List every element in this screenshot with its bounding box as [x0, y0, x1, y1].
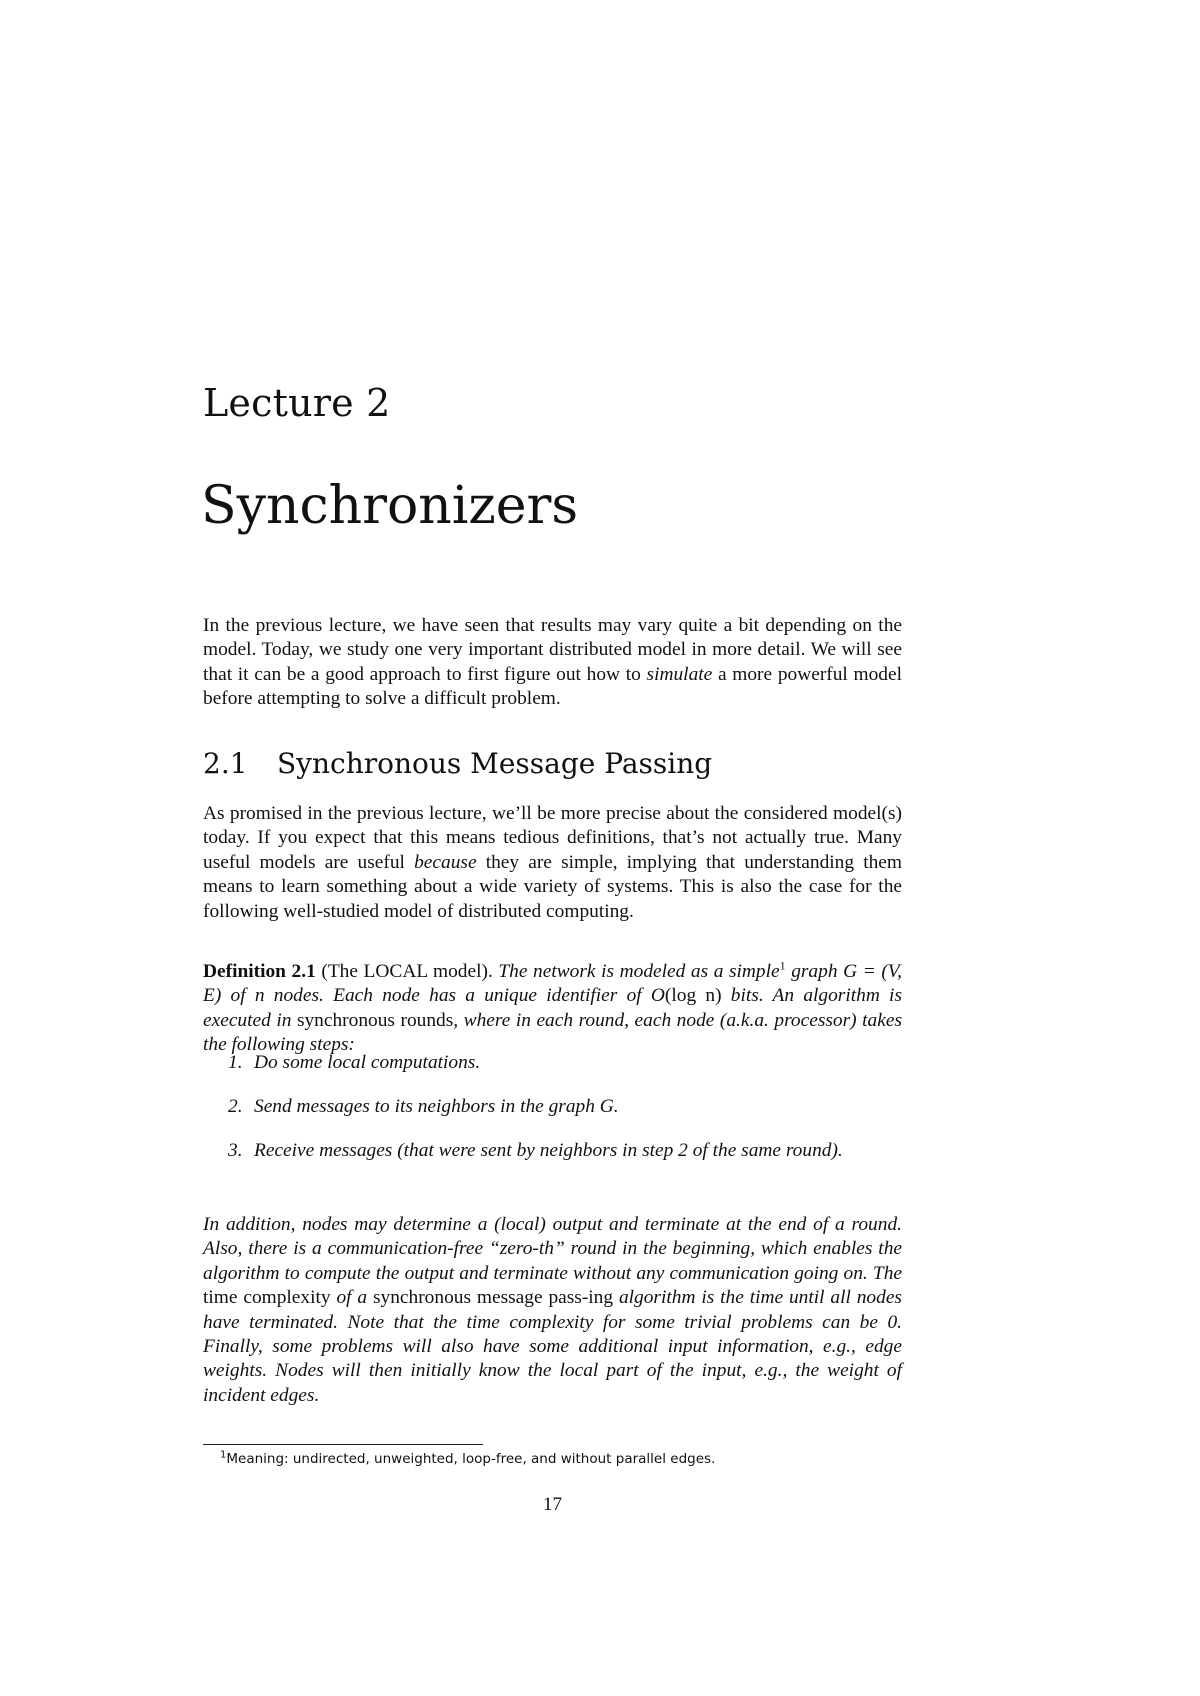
list-item	[228, 1140, 843, 1162]
footnote-mark: 1	[220, 1449, 227, 1461]
list-item	[228, 1052, 480, 1074]
section-text-a: As promised in the previous lecture, we’ll be more precise about the considered model(s) today. If you expect that this means tedious definitions, that’s not actually true. Many useful models are useful	[203, 803, 902, 873]
big-o: O	[650, 985, 665, 1007]
page-number: 17	[543, 1494, 562, 1515]
section-heading	[203, 747, 713, 780]
step-text: Do some local computations.	[254, 1052, 481, 1073]
step-number: 1.	[228, 1052, 243, 1073]
footnote-text: Meaning: undirected, unweighted, loop-free, and without parallel edges.	[226, 1451, 716, 1467]
definition-statement-d: , where in each round, each node (a.k.a. processor) takes the following steps:	[203, 1009, 902, 1056]
footnote-reference[interactable]: 1	[779, 958, 786, 973]
definition-closing	[203, 1213, 902, 1408]
sync-message-passing-term: synchronous message pass-ing	[372, 1287, 614, 1309]
synchronous-rounds-term: synchronous rounds	[296, 1009, 454, 1031]
lecture-label: Lecture 2	[203, 381, 391, 425]
step-text: Receive messages (that were sent by neighbors in step 2 of the same round).	[254, 1140, 843, 1161]
list-item	[228, 1096, 619, 1118]
section-text-b: they are simple, implying that understanding them means to learn something about a wide variety of systems. This is also the case for the following well-studied model of distributed computing.	[203, 851, 902, 922]
big-o-argument: (log n)	[664, 985, 722, 1007]
section-emphasis: because	[414, 851, 477, 873]
step-text: Send messages to its neighbors in the graph G.	[254, 1096, 619, 1117]
step-number: 3.	[228, 1140, 243, 1161]
section-title: Synchronous Message Passing	[277, 747, 713, 780]
section-number: 2.1	[203, 747, 248, 780]
chapter-title: Synchronizers	[201, 476, 579, 536]
definition-statement-c: bits. An algorithm is executed in	[203, 985, 902, 1031]
closing-text-c: algorithm is the time until all nodes have terminated. Note that the time complexity for some trivial problems can be 0. Finally, some problems will also have some additional input information, e.g., edge weights. Nodes will then initially know the local part of the input, e.g., the weight of incident edges.	[203, 1287, 902, 1406]
intro-emphasis: simulate	[646, 663, 713, 685]
closing-text-a: In addition, nodes may determine a (local) output and terminate at the end of a round. Also, there is a communication-free “zero-th” round in the beginning, which enables the algorithm to compute the output and terminate without any communication going on. The	[203, 1214, 902, 1284]
definition-statement-a: The network is modeled as a simple	[498, 961, 780, 982]
section-paragraph	[203, 802, 902, 924]
definition-block	[203, 960, 902, 1058]
footnote	[220, 1450, 715, 1468]
intro-text-a: In the previous lecture, we have seen that results may vary quite a bit depending on the model. Today, we study one very important distributed model in more detail. We will see that it can be a good approach to first figure out how to	[203, 615, 902, 685]
time-complexity-term: time complexity	[203, 1287, 331, 1309]
step-number: 2.	[228, 1096, 243, 1117]
definition-label: Definition 2.1	[203, 961, 316, 982]
closing-text-b: of a	[330, 1287, 373, 1309]
definition-name: (The LOCAL model).	[321, 961, 493, 982]
intro-paragraph	[203, 614, 902, 712]
intro-text-b: a more powerful model before attempting to solve a difficult problem.	[203, 663, 902, 710]
footnote-divider	[203, 1444, 483, 1445]
definition-statement-b: graph G = (V, E) of n nodes. Each node has a unique identifier of	[203, 961, 902, 1007]
